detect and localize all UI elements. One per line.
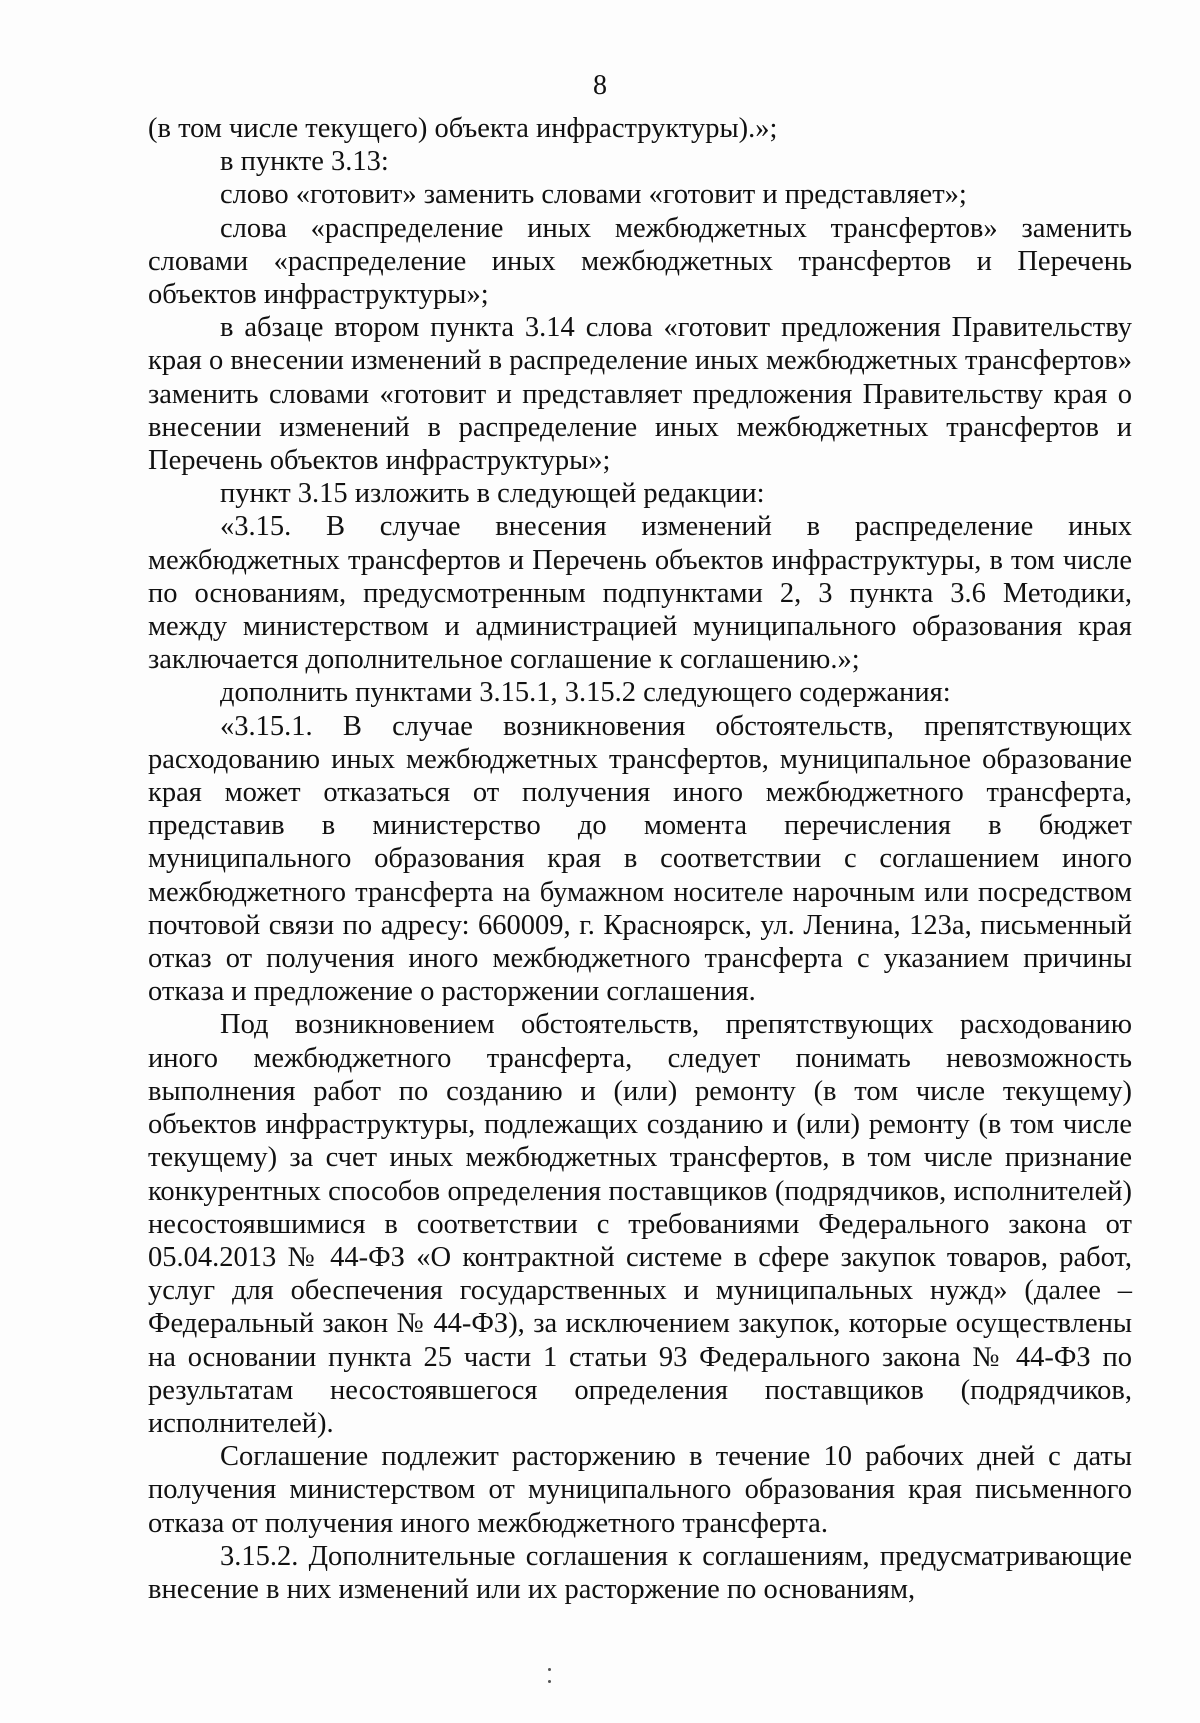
paragraph: в абзаце втором пункта 3.14 слова «готовит предложения Правительству края о внесении изменений в распределение иных межбюджетных трансфертов» заменить словами «готовит и представляет предложения Правительству края о внесении изменений в распределение иных межбюджетных трансфертов и Перечень объектов инфраструктуры»; [148,312,1132,477]
paragraph: Под возникновением обстоятельств, препятствующих расходованию иного межбюджетного трансферта, следует понимать невозможность выполнения работ по созданию и (или) ремонту (в том числе текущему) объектов инфраструктуры, подлежащих созданию и (или) ремонту (в том числе текущему) за счет иных межбюджетных трансфертов, в том числе признание конкурентных способов определения поставщиков (подрядчиков, исполнителей) несостоявшимися в соответствии с требованиями Федерального закона от 05.04.2013 № 44-ФЗ «О контрактной системе в сфере закупок товаров, работ, услуг для обеспечения государственных и муниципальных нужд» (далее – Федеральный закон № 44-ФЗ), за исключением закупок, которые осуществлены на основании пункта 25 части 1 статьи 93 Федерального закона № 44-ФЗ по результатам несостоявшегося определения поставщиков (подрядчиков, исполнителей). [148,1009,1132,1439]
paragraph: (в том числе текущего) объекта инфраструктуры).»; [148,113,778,144]
scan-speck [548,1680,551,1683]
page-number: 8 [593,70,607,101]
paragraph: Соглашение подлежит расторжению в течение 10 рабочих дней с даты получения министерством от муниципального образования края письменного отказа от получения иного межбюджетного трансферта. [148,1441,1132,1539]
paragraph: слова «распределение иных межбюджетных трансфертов» заменить словами «распределение иных межбюджетных трансфертов и Перечень объектов инфраструктуры»; [148,212,1132,311]
document-body [148,112,1132,1606]
paragraph: «3.15. В случае внесения изменений в распределение иных межбюджетных трансфертов и Перечень объектов инфраструктуры, в том числе по основаниям, предусмотренным подпунктами 2, 3 пункта 3.6 Методики, между министерством и администрацией муниципального образования края заключается дополнительное соглашение к соглашению.»; [148,511,1132,676]
paragraph: «3.15.1. В случае возникновения обстоятельств, препятствующих расходованию иных межбюджетных трансфертов, муниципальное образование края может отказаться от получения иного межбюджетного трансферта, представив в министерство до момента перечисления в бюджет муниципального образования края в соответствии с соглашением иного межбюджетного трансферта на бумажном носителе нарочным или посредством почтовой связи по адресу: 660009, г. Красноярск, ул. Ленина, 123а, письменный отказ от получения иного межбюджетного трансферта с указанием причины отказа и предложение о расторжении соглашения. [148,710,1132,1008]
paragraph: пункт 3.15 изложить в следующей редакции: [220,478,765,510]
paragraph: дополнить пунктами 3.15.1, 3.15.2 следующего содержания: [220,677,951,709]
scan-speck [548,1668,551,1671]
paragraph: в пункте 3.13: [220,146,389,178]
paragraph: слово «готовит» заменить словами «готовит и представляет»; [220,179,967,211]
paragraph: 3.15.2. Дополнительные соглашения к соглашениям, предусматривающие внесение в них изменений или их расторжение по основаниям, [148,1540,1132,1605]
